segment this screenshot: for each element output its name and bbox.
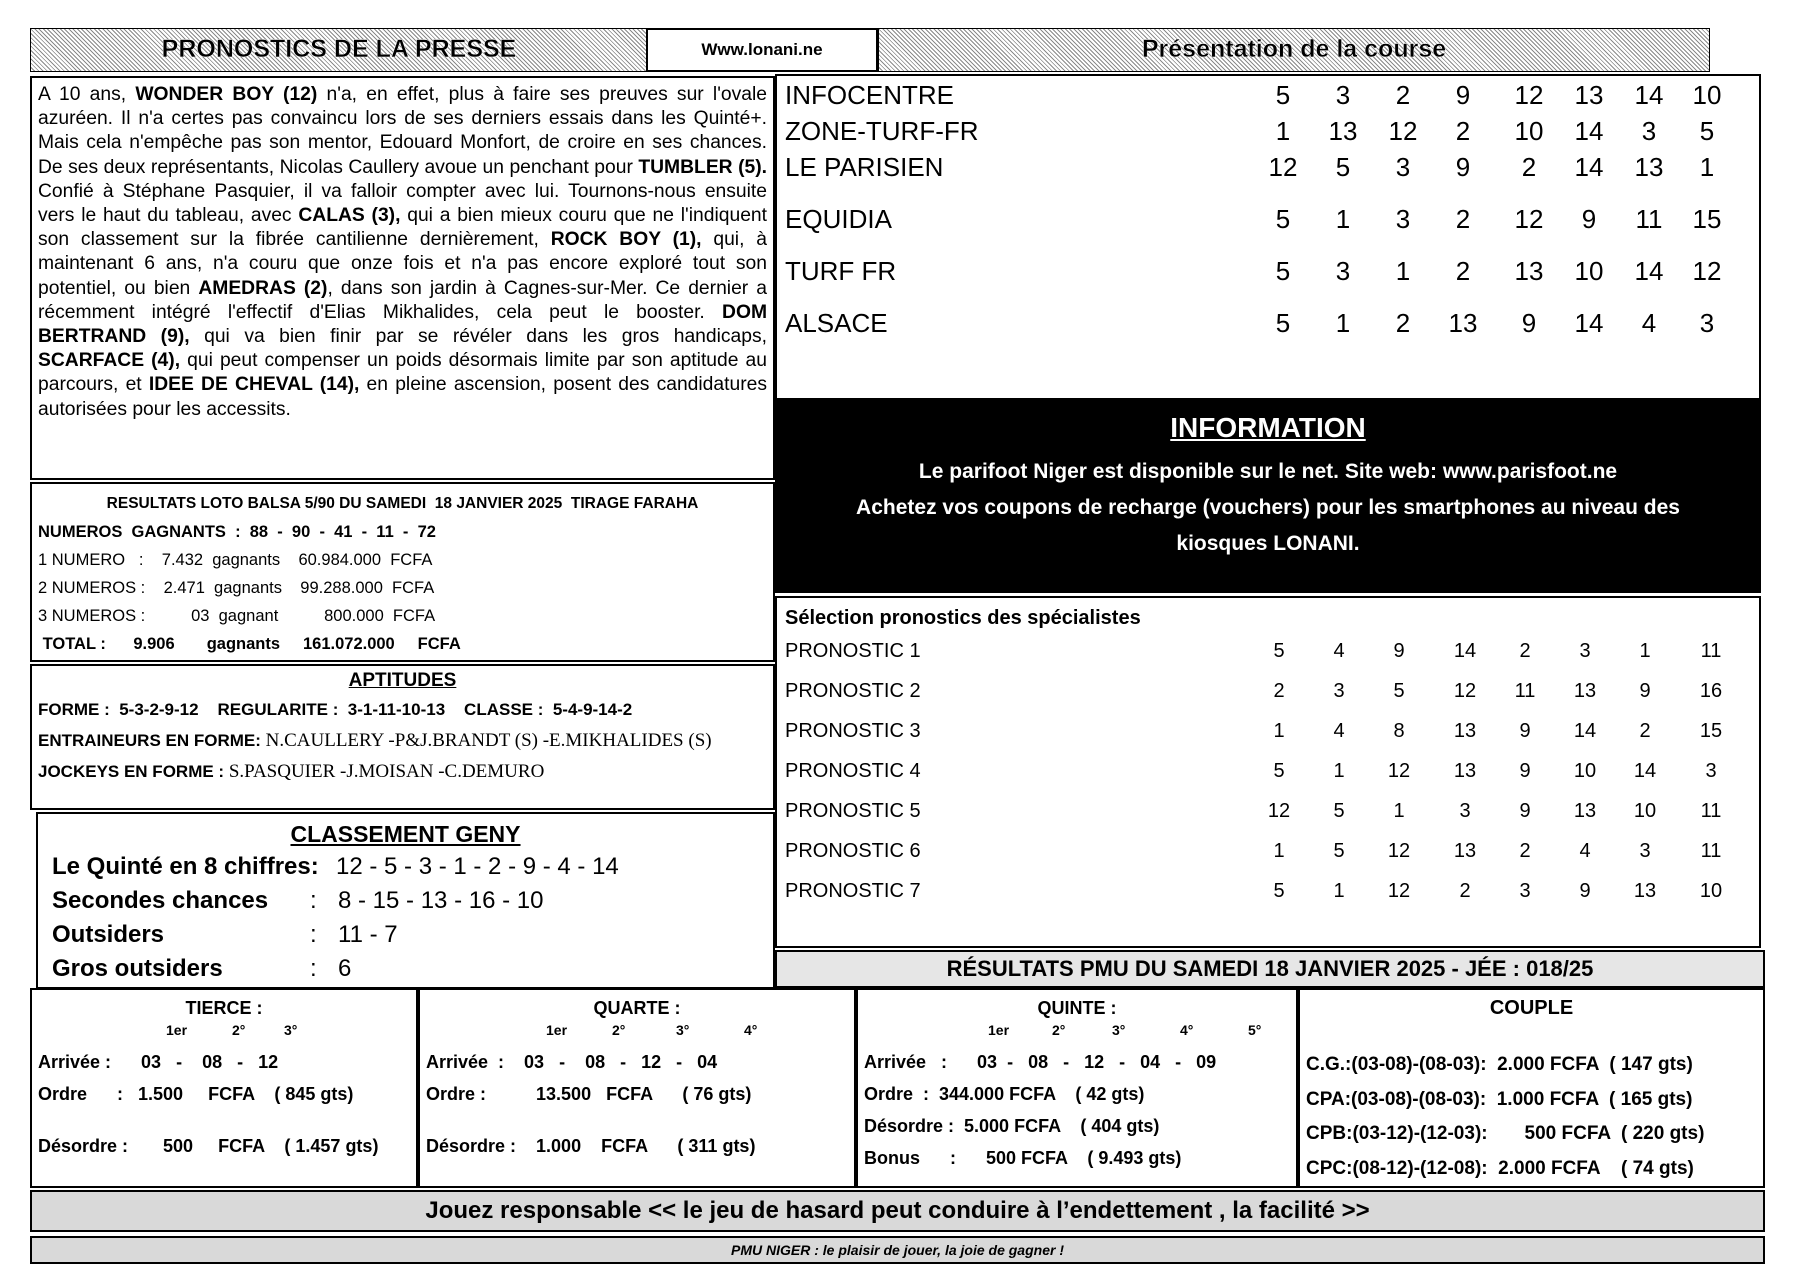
article-segment: en pleine ascension, posent des candidatures autorisées pour les accessits. — [38, 374, 767, 420]
information-panel — [775, 400, 1761, 593]
press-horse-number: 5 — [1699, 116, 1715, 146]
pronostic-horse-number: 10 — [1573, 760, 1597, 782]
press-horse-number: 10 — [1514, 116, 1544, 146]
press-horse-number: 12 — [1514, 80, 1544, 110]
quarte-results — [418, 988, 856, 1188]
tierce-place-1: 1er — [166, 1022, 188, 1038]
pronostic-horse-number: 8 — [1393, 720, 1405, 742]
pronostic-horse-number: 13 — [1633, 880, 1657, 902]
press-horse-number: 5 — [1275, 308, 1291, 338]
pronostic-horse-number: 12 — [1387, 880, 1411, 902]
pronostic-horse-number: 13 — [1453, 760, 1477, 782]
pronostic-name: PRONOSTIC 6 — [785, 840, 921, 862]
pronostic-horse-number: 13 — [1573, 800, 1597, 822]
trainers-value: N.CAULLERY -P&J.BRANDT (S) -E.MIKHALIDES (S) — [265, 730, 712, 751]
press-horse-number: 5 — [1275, 80, 1291, 110]
press-horse-number: 2 — [1395, 308, 1411, 338]
press-horse-number: 1 — [1699, 152, 1715, 182]
pronostic-horse-number: 2 — [1459, 880, 1471, 902]
tierce-place-3: 3° — [284, 1022, 298, 1038]
press-source-name: TURF FR — [785, 256, 897, 286]
pronostic-horse-number: 3 — [1519, 880, 1531, 902]
pronostic-horse-number: 13 — [1453, 720, 1477, 742]
aptitudes-trainers — [38, 725, 767, 756]
quinte-place-3: 3° — [1112, 1022, 1126, 1038]
quinte-place-2: 2° — [1052, 1022, 1066, 1038]
pronostic-name: PRONOSTIC 1 — [785, 640, 921, 662]
tierce-ordre: Ordre : 1.500 FCFA ( 845 gts) — [38, 1084, 354, 1104]
quinte-title: QUINTE : — [1037, 998, 1117, 1018]
geny-row — [52, 918, 759, 952]
press-horse-number: 3 — [1335, 80, 1351, 110]
pronostic-horse-number: 2 — [1639, 720, 1651, 742]
pronostic-horse-number: 1 — [1393, 800, 1405, 822]
pronostic-horse-number: 5 — [1393, 680, 1405, 702]
pronostic-horse-number: 9 — [1519, 720, 1531, 742]
horse-name: AMEDRAS (2) — [198, 277, 328, 299]
press-horse-number: 14 — [1574, 308, 1604, 338]
loto-winning-numbers: NUMEROS GAGNANTS : 88 - 90 - 41 - 11 - 72 — [38, 523, 436, 541]
press-horse-number: 1 — [1335, 204, 1351, 234]
quarte-arrivee: Arrivée : 03 - 08 - 12 - 04 — [426, 1052, 718, 1072]
loto-results — [30, 482, 775, 662]
pronostic-horse-number: 4 — [1333, 720, 1345, 742]
pronostic-horse-number: 11 — [1700, 840, 1722, 862]
press-horse-number: 2 — [1395, 80, 1411, 110]
pronostic-horse-number: 5 — [1273, 640, 1285, 662]
press-horse-number: 14 — [1574, 152, 1604, 182]
pronostic-horse-number: 9 — [1519, 800, 1531, 822]
geny-label: Secondes chances — [52, 887, 269, 914]
press-horse-number: 9 — [1521, 308, 1537, 338]
quarte-place-3: 3° — [676, 1022, 690, 1038]
horse-name: ROCK BOY (1), — [550, 229, 702, 251]
pronostic-horse-number: 9 — [1639, 680, 1651, 702]
press-horse-number: 4 — [1641, 308, 1657, 338]
pmu-slogan: PMU NIGER : le plaisir de jouer, la joie de gagner ! — [30, 1236, 1765, 1264]
quinte-place-5: 5° — [1248, 1022, 1262, 1038]
pronostic-horse-number: 14 — [1633, 760, 1657, 782]
pronostic-horse-number: 1 — [1639, 640, 1651, 662]
aptitudes-box — [30, 664, 775, 810]
press-horse-number: 14 — [1634, 256, 1664, 286]
pronostic-horse-number: 4 — [1579, 840, 1591, 862]
pronostic-horse-number: 2 — [1519, 840, 1531, 862]
pronostic-horse-number: 12 — [1387, 840, 1411, 862]
press-horse-number: 1 — [1335, 308, 1351, 338]
pronostic-horse-number: 13 — [1453, 840, 1477, 862]
article-segment: n'a, en effet, plus à faire ses preuves sur l'ovale azuréen. Il n'a certes pas convaincu lors de ses derniers essais dans les Quinté+. Mais cela n'empêche pas son mentor, Edouard Monfort, de croire en ses chances. De ses deux représentants, Nicolas Caullery avoue un penchant pour — [38, 84, 767, 178]
horse-name: TUMBLER (5). — [638, 156, 768, 178]
couple-cpa: CPA:(03-08)-(08-03): 1.000 FCFA ( 165 gts) — [1306, 1089, 1693, 1110]
tierce-place-2: 2° — [232, 1022, 246, 1038]
tierce-arrivee: Arrivée : 03 - 08 - 12 — [38, 1052, 279, 1072]
press-horse-number: 9 — [1455, 80, 1471, 110]
information-title: INFORMATION — [1170, 412, 1366, 443]
article-segment: Confié à Stéphane Pasquier, il va falloir compter avec lui. Tournons-nous ensuite vers le haut du tableau, avec — [38, 180, 767, 227]
pronostic-horse-number: 5 — [1273, 760, 1285, 782]
press-horse-number: 15 — [1692, 204, 1722, 234]
pronostic-horse-number: 12 — [1267, 800, 1291, 822]
press-source-name: ZONE-TURF-FR — [785, 116, 979, 146]
pronostic-horse-number: 2 — [1519, 640, 1531, 662]
pronostic-horse-number: 10 — [1633, 800, 1657, 822]
article-segment: qui va bien finir par se révéler dans les gros handicaps, — [189, 326, 767, 348]
pronostic-name: PRONOSTIC 3 — [785, 720, 921, 742]
pronostic-horse-number: 12 — [1453, 680, 1477, 702]
quarte-place-2: 2° — [612, 1022, 626, 1038]
pronostic-horse-number: 2 — [1273, 680, 1285, 702]
press-horse-number: 14 — [1634, 80, 1664, 110]
press-horse-number: 3 — [1395, 204, 1411, 234]
geny-label: Outsiders — [52, 921, 165, 948]
pronostic-name: PRONOSTIC 2 — [785, 680, 921, 702]
geny-value: 8 - 15 - 13 - 16 - 10 — [338, 887, 544, 914]
article-segment: qui, à maintenant 6 ans, n'a couru que onze fois et n'a pas encore exploré tout son potentiel, ou bien — [38, 229, 767, 299]
press-horse-number: 1 — [1395, 256, 1411, 286]
jockeys-value: S.PASQUIER -J.MOISAN -C.DEMURO — [228, 761, 545, 782]
quinte-bonus: Bonus : 500 FCFA ( 9.493 gts) — [864, 1148, 1182, 1168]
pronostic-horse-number: 16 — [1699, 680, 1723, 702]
press-horse-number: 3 — [1335, 256, 1351, 286]
pronostic-horse-number: 1 — [1273, 840, 1285, 862]
pronostic-horse-number: 5 — [1333, 800, 1345, 822]
loto-title: RESULTATS LOTO BALSA 5/90 DU SAMEDI 18 JANVIER 2025 TIRAGE FARAHA — [106, 495, 699, 512]
couple-cpc: CPC:(08-12)-(12-08): 2.000 FCFA ( 74 gts) — [1306, 1158, 1694, 1179]
site-link-box — [646, 28, 878, 72]
geny-label: Gros outsiders — [52, 955, 223, 982]
race-presentation-header — [878, 28, 1710, 72]
tierce-title: TIERCE : — [185, 998, 263, 1018]
horse-name: IDEE DE CHEVAL (14), — [148, 374, 360, 396]
press-horse-number: 12 — [1514, 204, 1544, 234]
quarte-title: QUARTE : — [593, 998, 681, 1018]
couple-cg: C.G.:(03-08)-(08-03): 2.000 FCFA ( 147 gts) — [1306, 1054, 1693, 1075]
pronostic-horse-number: 14 — [1453, 640, 1477, 662]
press-horse-number: 12 — [1692, 256, 1722, 286]
press-horse-number: 12 — [1388, 116, 1418, 146]
article-segment: , dans son jardin à Cagnes-sur-Mer. Ce dernier a récemment intégré l'effectif d'Elias Mikhalides, cela peut le booster. — [38, 277, 767, 323]
pronostic-horse-number: 3 — [1459, 800, 1471, 822]
article-segment: qui peut compenser un poids désormais limite par son aptitude au parcours, et — [38, 350, 767, 396]
geny-value: 11 - 7 — [338, 921, 398, 948]
press-source-name: LE PARISIEN — [785, 152, 944, 182]
information-line-3: kiosques LONANI. — [1176, 532, 1360, 555]
press-source-name: EQUIDIA — [785, 204, 892, 234]
pronostic-horse-number: 3 — [1705, 760, 1717, 782]
geny-colon: : — [310, 887, 317, 914]
pronostic-horse-number: 14 — [1573, 720, 1597, 742]
quinte-place-1: 1er — [988, 1022, 1010, 1038]
quinte-results — [856, 988, 1298, 1188]
information-line-2: Achetez vos coupons de recharge (vouchers) pour les smartphones au niveau des — [856, 496, 1680, 519]
press-horse-number: 2 — [1455, 116, 1471, 146]
pronostic-horse-number: 5 — [1273, 880, 1285, 902]
press-horse-number: 3 — [1395, 152, 1411, 182]
press-horse-number: 3 — [1641, 116, 1657, 146]
press-horse-number: 13 — [1448, 308, 1478, 338]
geny-colon: : — [310, 955, 317, 982]
pronostic-horse-number: 9 — [1519, 760, 1531, 782]
pronostic-horse-number: 10 — [1699, 880, 1723, 902]
pronostic-horse-number: 9 — [1579, 880, 1591, 902]
pronostic-horse-number: 11 — [1700, 640, 1722, 662]
pronostic-name: PRONOSTIC 7 — [785, 880, 921, 902]
quarte-place-4: 4° — [744, 1022, 758, 1038]
pmu-results-header: RÉSULTATS PMU DU SAMEDI 18 JANVIER 2025 - JÉE : 018/25 — [775, 950, 1765, 988]
loto-total: TOTAL : 9.906 gagnants 161.072.000 FCFA — [38, 635, 461, 653]
quinte-ordre: Ordre : 344.000 FCFA ( 42 gts) — [864, 1084, 1145, 1104]
trainers-label: ENTRAINEURS EN FORME: — [38, 731, 266, 750]
press-horse-number: 2 — [1521, 152, 1537, 182]
geny-label: Le Quinté en 8 chiffres: — [52, 853, 319, 880]
pronostic-name: PRONOSTIC 4 — [785, 760, 921, 782]
press-horse-number: 13 — [1328, 116, 1358, 146]
press-forecast-title: PRONOSTICS DE LA PRESSE — [161, 35, 517, 63]
horse-name: CALAS (3), — [298, 205, 401, 227]
geny-value: 12 - 5 - 3 - 1 - 2 - 9 - 4 - 14 — [336, 853, 619, 880]
article-text — [38, 83, 767, 422]
press-horse-number: 2 — [1455, 256, 1471, 286]
pronostic-horse-number: 3 — [1333, 680, 1345, 702]
pronostic-horse-number: 4 — [1333, 640, 1345, 662]
jockeys-label: JOCKEYS EN FORME : — [38, 762, 229, 781]
press-horse-number: 14 — [1574, 116, 1604, 146]
press-horse-number: 13 — [1514, 256, 1544, 286]
press-forecasts-table — [775, 74, 1761, 400]
pronostic-horse-number: 1 — [1333, 880, 1345, 902]
press-horse-number: 3 — [1699, 308, 1715, 338]
geny-title: CLASSEMENT GENY — [290, 821, 521, 847]
press-horse-number: 10 — [1574, 256, 1604, 286]
press-horse-number: 5 — [1275, 204, 1291, 234]
quarte-desordre: Désordre : 1.000 FCFA ( 311 gts) — [426, 1136, 756, 1156]
pronostic-horse-number: 3 — [1639, 840, 1651, 862]
pronostic-horse-number: 1 — [1333, 760, 1345, 782]
quarte-ordre: Ordre : 13.500 FCFA ( 76 gts) — [426, 1084, 752, 1104]
press-horse-number: 2 — [1455, 204, 1471, 234]
press-horse-number: 12 — [1268, 152, 1298, 182]
press-horse-number: 5 — [1335, 152, 1351, 182]
press-horse-number: 11 — [1635, 204, 1663, 234]
couple-cpb: CPB:(03-12)-(12-03): 500 FCFA ( 220 gts) — [1306, 1123, 1705, 1144]
geny-colon: : — [310, 921, 317, 948]
horse-name: DOM BERTRAND (9), — [38, 301, 767, 348]
aptitudes-jockeys — [38, 756, 767, 787]
press-horse-number: 9 — [1581, 204, 1597, 234]
press-horse-number: 13 — [1634, 152, 1664, 182]
geny-row — [52, 884, 759, 918]
press-source-name: ALSACE — [785, 308, 888, 338]
aptitudes-forme: FORME : 5-3-2-9-12 REGULARITE : 3-1-11-10-13 CLASSE : 5-4-9-14-2 — [38, 700, 633, 719]
article-segment: qui a bien mieux couru que ne l'indiquent son classement sur la fibrée cantilienne dernièrement, — [38, 205, 767, 251]
horse-name: SCARFACE (4), — [38, 350, 181, 372]
press-horse-number: 9 — [1455, 152, 1471, 182]
loto-row-3: 3 NUMEROS : 03 gagnant 800.000 FCFA — [38, 607, 436, 625]
quinte-place-4: 4° — [1180, 1022, 1194, 1038]
pronostic-horse-number: 11 — [1514, 680, 1536, 702]
tierce-desordre: Désordre : 500 FCFA ( 1.457 gts) — [38, 1136, 379, 1156]
quarte-place-1: 1er — [546, 1022, 568, 1038]
couple-results — [1298, 988, 1765, 1188]
pronostic-horse-number: 12 — [1387, 760, 1411, 782]
pronostic-horse-number: 3 — [1579, 640, 1591, 662]
press-source-name: INFOCENTRE — [785, 80, 954, 110]
aptitudes-title: APTITUDES — [348, 670, 457, 691]
selection-title: Sélection pronostics des spécialistes — [785, 607, 1141, 629]
press-horse-number: 1 — [1275, 116, 1291, 146]
quinte-arrivee: Arrivée : 03 - 08 - 12 - 04 - 09 — [864, 1052, 1217, 1072]
pronostic-horse-number: 9 — [1393, 640, 1405, 662]
race-article — [30, 76, 775, 480]
horse-name: WONDER BOY (12) — [135, 84, 318, 105]
loto-row-2: 2 NUMEROS : 2.471 gagnants 99.288.000 FCFA — [38, 579, 435, 597]
geny-row — [52, 850, 759, 884]
geny-row — [52, 952, 759, 986]
geny-rows — [52, 850, 759, 986]
site-link[interactable]: Www.lonani.ne — [701, 40, 823, 59]
press-horse-number: 10 — [1692, 80, 1722, 110]
information-line-1: Le parifoot Niger est disponible sur le net. Site web: www.parisfoot.ne — [918, 460, 1618, 483]
tierce-results — [30, 988, 418, 1188]
quinte-desordre: Désordre : 5.000 FCFA ( 404 gts) — [864, 1116, 1160, 1136]
race-presentation-title: Présentation de la course — [1141, 35, 1447, 63]
pronostic-horse-number: 11 — [1700, 800, 1722, 822]
pronostic-horse-number: 5 — [1333, 840, 1345, 862]
press-horse-number: 13 — [1574, 80, 1604, 110]
article-segment: A 10 ans, — [38, 84, 136, 105]
specialist-selection — [775, 596, 1761, 948]
pronostic-horse-number: 1 — [1273, 720, 1285, 742]
couple-title: COUPLE — [1489, 997, 1574, 1019]
pronostic-name: PRONOSTIC 5 — [785, 800, 921, 822]
responsible-gaming-banner: Jouez responsable << le jeu de hasard peut conduire à l’endettement , la facilité >> — [30, 1190, 1765, 1232]
press-forecast-header — [30, 28, 648, 72]
press-horse-number: 5 — [1275, 256, 1291, 286]
pronostic-horse-number: 15 — [1699, 720, 1723, 742]
pronostic-horse-number: 13 — [1573, 680, 1597, 702]
geny-value: 6 — [338, 955, 352, 982]
geny-ranking — [36, 812, 775, 989]
loto-row-1: 1 NUMERO : 7.432 gagnants 60.984.000 FCFA — [38, 551, 433, 569]
